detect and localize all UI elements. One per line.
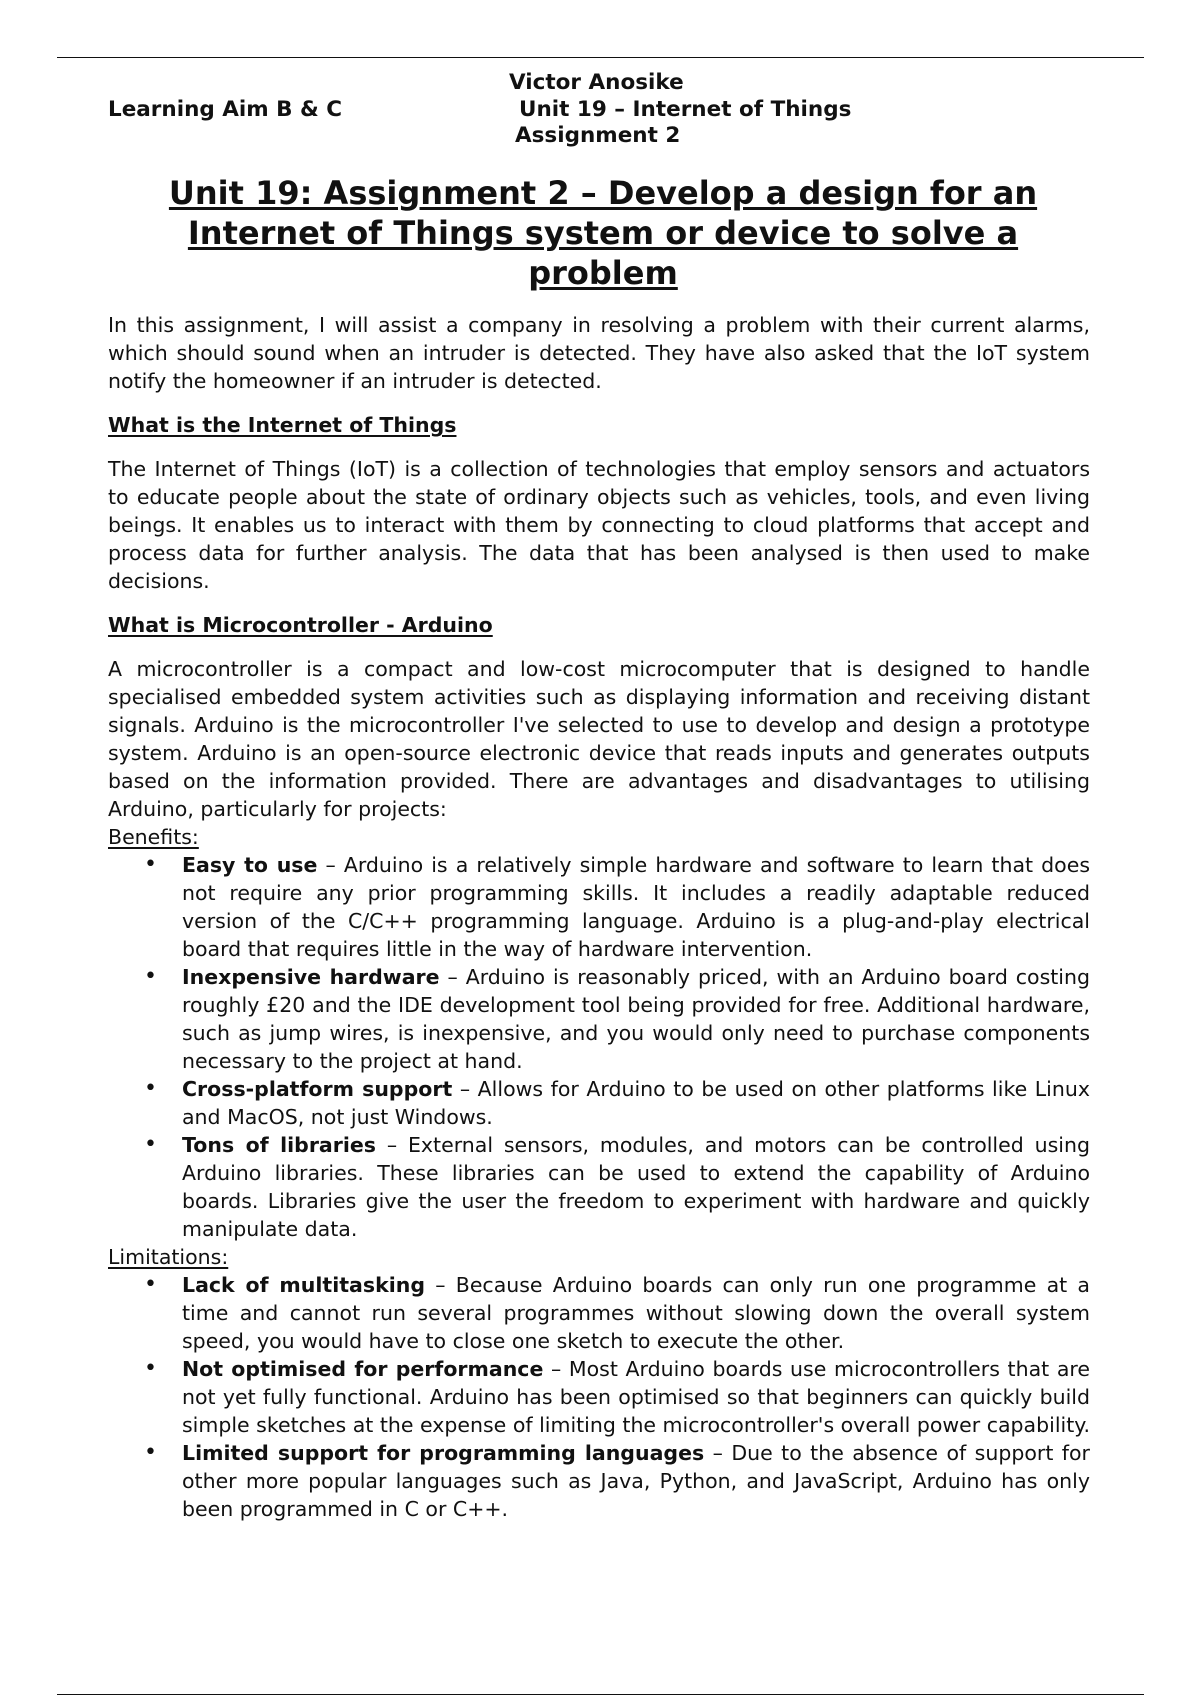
intro-paragraph: In this assignment, I will assist a company in resolving a problem with their current alarms, which should sound when an intruder is detected. They have also asked that the IoT system notify the homeowner if an intruder is detected.: [108, 313, 1090, 393]
list-item-text: – External sensors, modules, and motors can be controlled using Arduino libraries. These libraries can be used to extend the capability of Arduino boards. Libraries give the user the freedom to experiment with hardware and quickly manipulate data.: [182, 1133, 1090, 1241]
list-item-text: – Due to the absence of support for other more popular languages such as Java, Python, and JavaScript, Arduino has only been programmed in C or C++.: [182, 1441, 1090, 1521]
list-item: [182, 1355, 1090, 1439]
list-item-term: Tons of libraries: [182, 1133, 377, 1157]
page-title: Unit 19: Assignment 2 – Develop a design for an Internet of Things system or device to solve a problem: [168, 174, 1038, 292]
list-item: [182, 851, 1090, 963]
section-body-arduino: A microcontroller is a compact and low-cost microcomputer that is designed to handle specialised embedded system activities such as displaying information and receiving distant signals. Arduino is the microcontroller I've selected to use to develop and design a prototype system. Arduino is an open-source electronic device that reads inputs and generates outputs based on the information provided. There are advantages and disadvantages to utilising Arduino, particularly for projects:: [108, 657, 1090, 821]
section-heading-arduino: What is Microcontroller - Arduino: [108, 613, 493, 637]
unit-name: Unit 19 – Internet of Things: [519, 97, 852, 122]
limitations-list: [108, 1271, 1090, 1523]
author-name: Victor Anosike: [509, 70, 684, 95]
list-item-term: Cross-platform support: [182, 1077, 453, 1101]
section-heading-iot: What is the Internet of Things: [108, 413, 457, 437]
benefits-list: [108, 851, 1090, 1243]
list-item-text: – Because Arduino boards can only run one programme at a time and cannot run several programmes without slowing down the overall system speed, you would have to close one sketch to execute the other.: [182, 1273, 1090, 1353]
list-item: [182, 1439, 1090, 1523]
list-item: [182, 963, 1090, 1075]
list-item-text: – Arduino is reasonably priced, with an Arduino board costing roughly £20 and the IDE development tool being provided for free. Additional hardware, such as jump wires, is inexpensive, and you would only need to purchase components necessary to the project at hand.: [182, 965, 1090, 1073]
list-item-term: Easy to use: [182, 853, 318, 877]
document-body: [108, 311, 1090, 1523]
list-item: [182, 1271, 1090, 1355]
list-item-term: Limited support for programming languages: [182, 1441, 705, 1465]
list-item-term: Lack of multitasking: [182, 1273, 425, 1297]
list-item-text: – Allows for Arduino to be used on other platforms like Linux and MacOS, not just Windows.: [182, 1077, 1090, 1129]
page-header: [108, 70, 1098, 155]
list-item-term: Inexpensive hardware: [182, 965, 440, 989]
top-rule: [57, 57, 1144, 58]
list-item-term: Not optimised for performance: [182, 1357, 544, 1381]
section-body-iot: The Internet of Things (IoT) is a collection of technologies that employ sensors and actuators to educate people about the state of ordinary objects such as vehicles, tools, and even living beings. It enables us to interact with them by connecting to cloud platforms that accept and process data for further analysis. The data that has been analysed is then used to make decisions.: [108, 457, 1090, 593]
list-item: [182, 1131, 1090, 1243]
list-item-text: – Arduino is a relatively simple hardware and software to learn that does not require any prior programming skills. It includes a readily adaptable reduced version of the C/C++ programming language. Arduino is a plug-and-play electrical board that requires little in the way of hardware intervention.: [182, 853, 1090, 961]
learning-aim: Learning Aim B & C: [108, 97, 343, 122]
limitations-label: Limitations:: [108, 1245, 229, 1269]
bottom-rule: [57, 1694, 1144, 1695]
list-item: [182, 1075, 1090, 1131]
benefits-label: Benefits:: [108, 825, 199, 849]
assignment-label: Assignment 2: [515, 123, 681, 148]
list-item-text: – Most Arduino boards use microcontrollers that are not yet fully functional. Arduino has been optimised so that beginners can quickly build simple sketches at the expense of limiting the microcontroller's overall power capability.: [182, 1357, 1090, 1437]
